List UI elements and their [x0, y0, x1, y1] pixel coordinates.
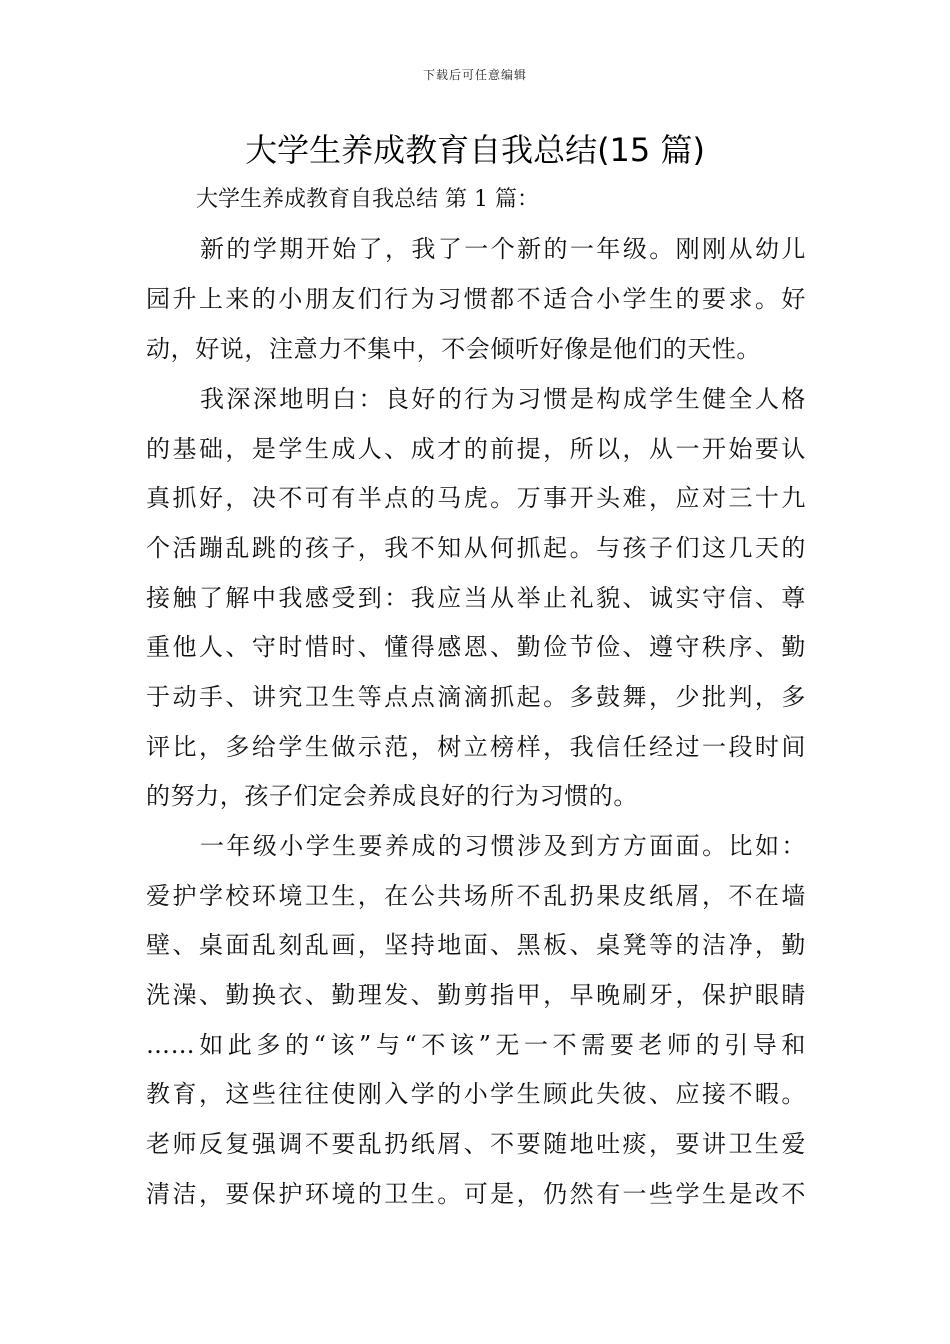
paragraph-line: 清洁，要保护环境的卫生。可是，仍然有一些学生是改不	[146, 1180, 806, 1208]
paragraph-line: 接触了解中我感受到：我应当从举止礼貌、诚实守信、尊	[146, 584, 806, 612]
document-title: 大学生养成教育自我总结(15 篇)	[245, 131, 705, 169]
page-header-note: 下载后可任意编辑	[422, 68, 527, 82]
paragraph-line: 新的学期开始了，我了一个新的一年级。刚刚从幼儿	[200, 235, 806, 263]
paragraph-line: 一年级小学生要养成的习惯涉及到方方面面。比如：	[200, 832, 806, 860]
paragraph-line: 爱护学校环境卫生，在公共场所不乱扔果皮纸屑，不在墙	[146, 882, 806, 910]
paragraph-line: 壁、桌面乱刻乱画，坚持地面、黑板、桌凳等的洁净，勤	[146, 931, 806, 959]
paragraph-line: 的努力，孩子们定会养成良好的行为习惯的。	[146, 782, 638, 810]
paragraph-line: 于动手、讲究卫生等点点滴滴抓起。多鼓舞，少批判，多	[146, 683, 806, 711]
paragraph-line: ……如此多的“该”与“不该”无一不需要老师的引导和	[146, 1031, 806, 1059]
paragraph-line: 园升上来的小朋友们行为习惯都不适合小学生的要求。好	[146, 285, 806, 313]
paragraph-line: 我深深地明白：良好的行为习惯是构成学生健全人格	[200, 385, 806, 413]
paragraph-line: 洗澡、勤换衣、勤理发、勤剪指甲，早晚刷牙，保护眼睛	[146, 981, 806, 1009]
paragraph-line: 动，好说，注意力不集中，不会倾听好像是他们的天性。	[146, 335, 761, 363]
paragraph-line: 教育，这些往往使刚入学的小学生顾此失彼、应接不暇。	[146, 1080, 806, 1108]
paragraph-line: 评比，多给学生做示范，树立榜样，我信任经过一段时间	[146, 733, 806, 761]
paragraph-line: 的基础，是学生成人、成才的前提，所以，从一开始要认	[146, 435, 806, 463]
paragraph-line: 真抓好，决不可有半点的马虎。万事开头难，应对三十九	[146, 484, 806, 512]
section-heading: 大学生养成教育自我总结 第 1 篇：	[196, 187, 539, 212]
paragraph-line: 重他人、守时惜时、懂得感恩、勤俭节俭、遵守秩序、勤	[146, 633, 806, 661]
paragraph-line: 老师反复强调不要乱扔纸屑、不要随地吐痰，要讲卫生爱	[146, 1130, 806, 1158]
paragraph-line: 个活蹦乱跳的孩子，我不知从何抓起。与孩子们这几天的	[146, 534, 806, 562]
